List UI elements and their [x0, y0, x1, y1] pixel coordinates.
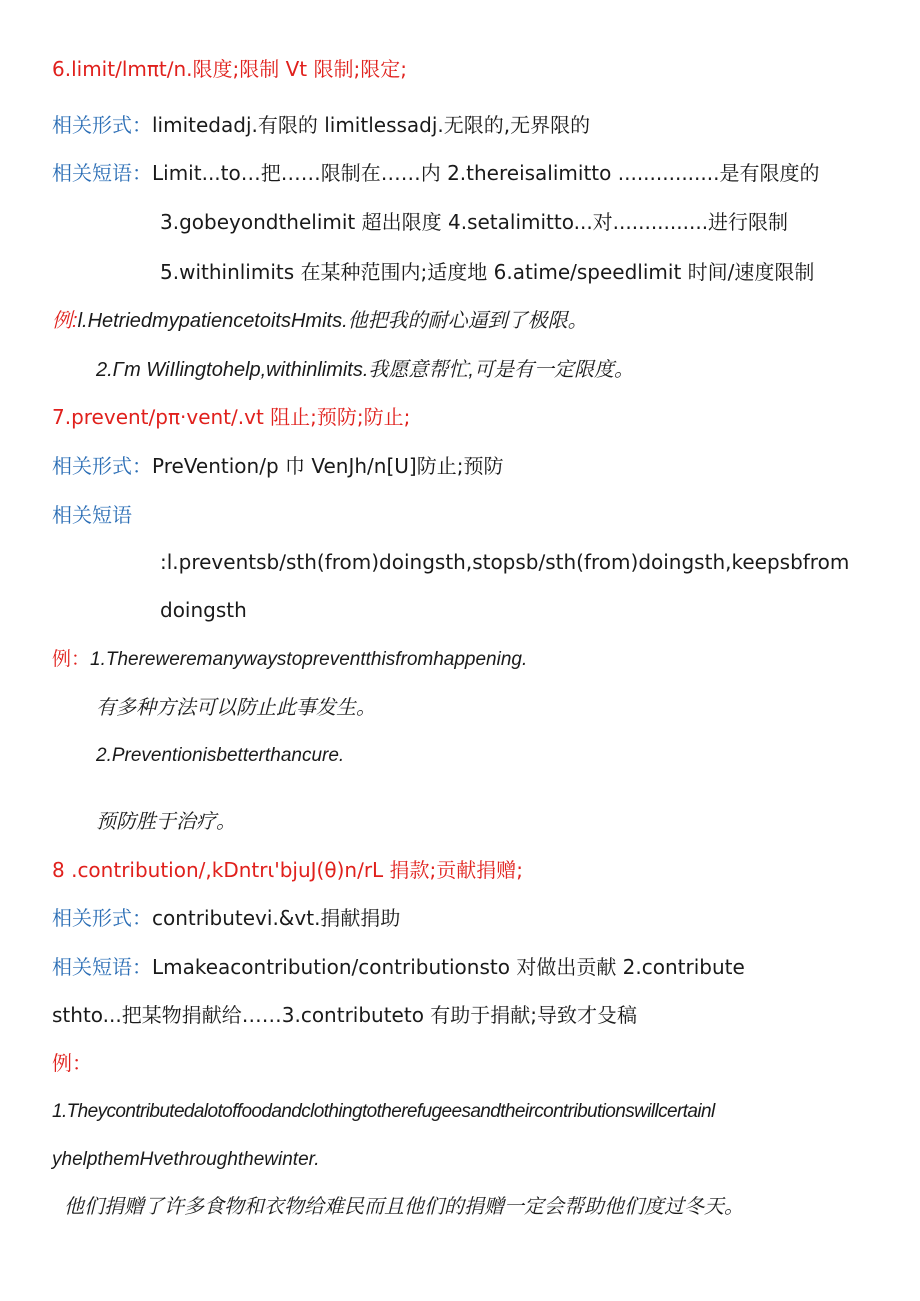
entry6-example1-row	[52, 307, 588, 335]
entry7-heading: 7.prevent∕pπ·vent∕.vt 阻止;预防;防止;	[52, 405, 411, 429]
entry8-phrases-line2: sthto...把某物捐献给……3.contributeto 有助于捐献;导致才殳稿	[52, 1003, 638, 1027]
entry8-example-label: 例：	[52, 1051, 92, 1075]
entry7-phrases-line1: :l.preventsb∕sth(from)doingsth,stopsb∕sth(from)doingsth,keepsbfrom	[160, 550, 850, 574]
entry7-phrases-line2: doingsth	[160, 598, 247, 622]
entry7-example2-translation: 预防胜于治疗。	[96, 811, 236, 833]
phrases-label: 相关短语：	[52, 955, 152, 979]
entry7-example1-row	[52, 646, 527, 674]
phrases-label: 相关短语：	[52, 161, 152, 185]
forms-label: 相关形式：	[52, 113, 152, 137]
entry6-phrases-line3: 5.withinlimits 在某种范围内;适度地 6.atime/speedlimit 时间/速度限制	[160, 260, 815, 284]
entry6-example2: 2.Γm WiIlingtohelp,withinlimits.我愿意帮忙,可是有一定限度。	[96, 359, 634, 381]
phrases-text: Limit...to…把……限制在……内 2.thereisalimitto ................是有限度的	[152, 161, 820, 185]
phrases-text: Lmakeacontribution/contributionsto 对做出贡献 2.contribute	[152, 955, 745, 979]
forms-label: 相关形式：	[52, 454, 152, 478]
entry7-phrases-label: 相关短语	[52, 503, 132, 527]
forms-text: contributevi.&vt.捐献捐助	[152, 906, 401, 930]
forms-text: PreVention/p 巾 VenJh/n[U]防止;预防	[152, 454, 504, 478]
entry8-example1-line1: 1.Theycontributedalotoffoodandclothingtotherefugeesandtheircontributionswillcertainl	[52, 1101, 715, 1122]
entry8-heading: 8 .contribution/,kDntrι'bjuJ(θ)n∕rL 捐款;贡献捐赠;	[52, 858, 524, 882]
entry6-forms-row	[52, 111, 590, 139]
example-label: 例:	[52, 310, 78, 332]
entry6-heading: 6.limit∕lmπt∕n.限度;限制 Vt 限制;限定;	[52, 57, 407, 81]
forms-text: limitedadj.有限的 limitlessadj.无限的,无界限的	[152, 113, 591, 137]
example-text: 1.Thereweremanywaystopreventthisfromhappening.	[90, 649, 528, 670]
entry6-phrases-row	[52, 159, 819, 187]
forms-label: 相关形式：	[52, 906, 152, 930]
entry7-example1-translation: 有多种方法可以防止此事发生。	[96, 697, 376, 719]
example-label: 例：	[52, 649, 91, 670]
entry7-forms-row	[52, 452, 503, 480]
entry8-forms-row	[52, 904, 400, 932]
entry8-example1-translation: 他们捐赠了许多食物和衣物给难民而且他们的捐赠一定会帮助他们度过冬天。	[64, 1196, 744, 1218]
entry6-phrases-line2: 3.gobeyondthelimit 超出限度 4.setalimitto...对...............进行限制	[160, 210, 789, 234]
entry8-phrases-row	[52, 953, 745, 981]
entry7-example2: 2.Preventionisbetterthancure.	[96, 745, 345, 766]
example-text: l.HetriedmypatiencetoitsHmits.他把我的耐心逼到了极限。	[77, 310, 588, 332]
entry8-example1-line2: yhelpthemHvethroughthewinter.	[52, 1149, 320, 1170]
